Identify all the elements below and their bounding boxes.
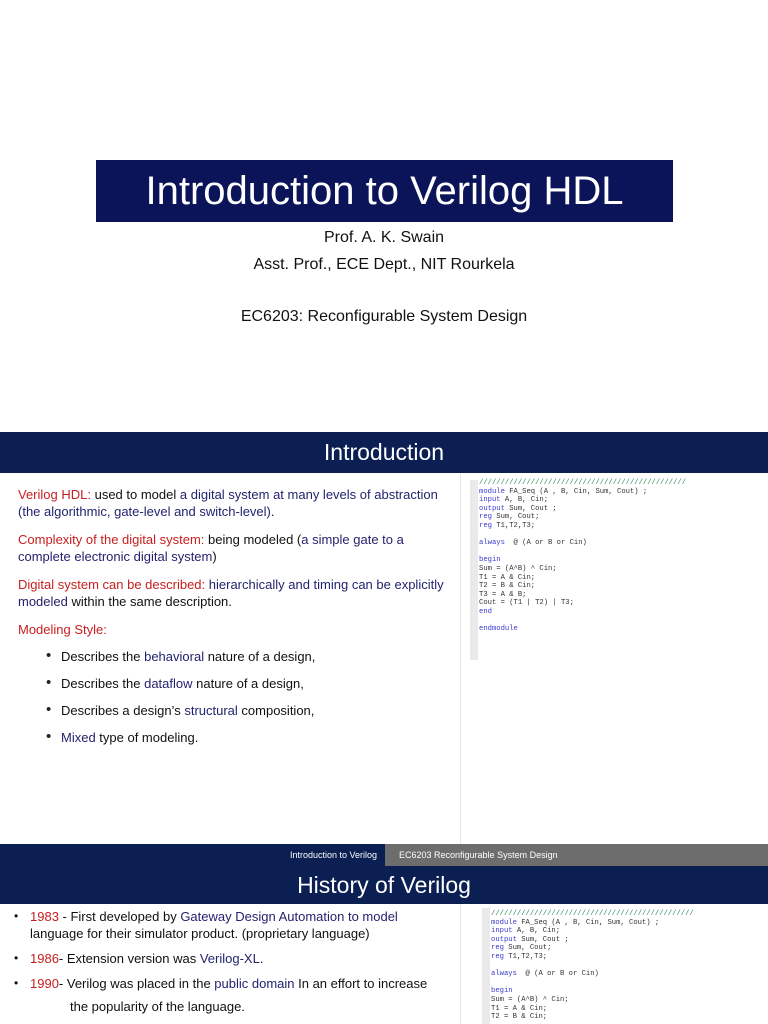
code-line: module FA_Seq (A , B, Cin, Sum, Cout) ; [479,487,648,496]
code-line: begin [479,556,501,565]
code-line: output Sum, Cout ; [491,935,569,944]
slide-heading: Introduction [0,432,768,473]
paragraph-verilog-hdl [18,486,448,520]
code-gutter [470,480,478,660]
modeling-style-list [46,648,448,746]
text: used to model [90,487,180,502]
text: - Verilog was placed in the [58,976,215,991]
text: In an effort to increase [294,976,428,991]
list-item [14,950,444,967]
verilog-code-snippet [491,910,694,1022]
year: 1990 [30,976,59,991]
code-line: reg T1,T2,T3; [491,952,548,961]
list-item [46,648,448,665]
list-item [46,675,448,692]
code-line: begin [491,987,513,996]
code-line [479,548,686,557]
text: Describes a design’s [61,703,185,718]
code-line: T2 = B & Cin; [479,582,536,591]
highlight-text: Gateway Design Automation to model [180,909,398,924]
highlight-text: public domain [214,976,295,991]
text: composition, [237,703,315,718]
text: nature of a design, [192,676,304,691]
highlight-text: behavioral [144,649,205,664]
code-line: T1 = A & Cin; [479,573,536,582]
code-gutter [482,908,490,1024]
author-name: Prof. A. K. Swain [323,229,445,246]
code-line: module FA_Seq (A , B, Cin, Sum, Cout) ; [491,918,660,927]
code-line: reg Sum, Cout; [491,944,552,953]
highlight-text: a simple gate to a complete electronic digital system [18,532,404,564]
code-line [491,962,694,971]
term-complexity: Complexity of the digital system: [18,532,205,547]
highlight-text: hierarchically and timing can be explicitly modeled [18,577,444,609]
highlight-text: a digital system at many levels of abstraction (the algorithmic, gate-level and switch-level) [18,487,438,519]
code-line [479,617,686,626]
year: 1983 [30,909,59,924]
paragraph-description [18,576,448,610]
code-line: input A, B, Cin; [491,927,561,936]
history-list [14,908,444,1023]
introduction-slide [0,432,768,844]
code-line [491,979,694,988]
code-line: always @ (A or B or Cin) [491,970,599,979]
footer-title: Introduction to Verilog [289,850,377,860]
code-line: Sum = (A^B) ^ Cin; [491,995,569,1004]
paragraph-complexity [18,531,448,565]
text: . [270,504,275,519]
code-line: output Sum, Cout ; [479,504,557,513]
code-line: reg Sum, Cout; [479,513,540,522]
divider [460,474,461,844]
list-item [46,702,448,719]
highlight-text: dataflow [144,676,193,691]
divider [460,904,461,1024]
list-item [14,975,444,1015]
code-line: T2 = B & Cin; [491,1013,548,1022]
verilog-code-snippet [479,479,686,634]
code-line: T3 = A & B; [479,590,527,599]
term-description: Digital system can be described: [18,577,206,592]
code-line: input A, B, Cin; [479,496,549,505]
text: nature of a design, [204,649,316,664]
code-line: always @ (A or B or Cin) [479,539,587,548]
text: ) [212,549,217,564]
text: - First developed by [58,909,181,924]
text: the popularity of the language. [70,999,245,1014]
intro-body [18,486,448,756]
list-item [14,908,444,942]
highlight-text: Verilog-XL [199,951,260,966]
history-slide [0,844,768,1024]
code-line: end [479,607,492,616]
code-line: endmodule [479,625,518,634]
code-line: Sum = (A^B) ^ Cin; [479,564,557,573]
text: . [259,951,264,966]
highlight-text: Mixed [61,730,96,745]
code-line: //////////////////////////////////////////////// [479,479,687,487]
year: 1986 [30,951,59,966]
text: Describes the [61,676,145,691]
code-line: /////////////////////////////////////////////// [491,910,694,918]
text: being modeled ( [204,532,302,547]
course-name: EC6203: Reconfigurable System Design [240,308,528,325]
code-line: T1 = A & Cin; [491,1004,548,1013]
author-affiliation: Asst. Prof., ECE Dept., NIT Rourkela [253,256,515,273]
title-slide [0,0,768,432]
slide-footer [0,844,768,866]
code-line: Cout = (T1 | T2) | T3; [479,599,574,608]
slide-heading: History of Verilog [0,866,768,904]
list-item [46,729,448,746]
modeling-style-label: Modeling Style: [18,622,107,637]
text: - Extension version was [58,951,200,966]
text: type of modeling. [95,730,199,745]
footer-course: EC6203 Reconfigurable System Design [385,844,768,866]
term-verilog-hdl: Verilog HDL: [18,487,91,502]
text: Describes the [61,649,145,664]
presentation-title: Introduction to Verilog HDL [96,160,673,222]
code-line [479,531,686,540]
code-line: reg T1,T2,T3; [479,521,536,530]
highlight-text: structural [184,703,238,718]
text: within the same description. [67,594,232,609]
text: language for their simulator product. (proprietary language) [30,926,370,941]
